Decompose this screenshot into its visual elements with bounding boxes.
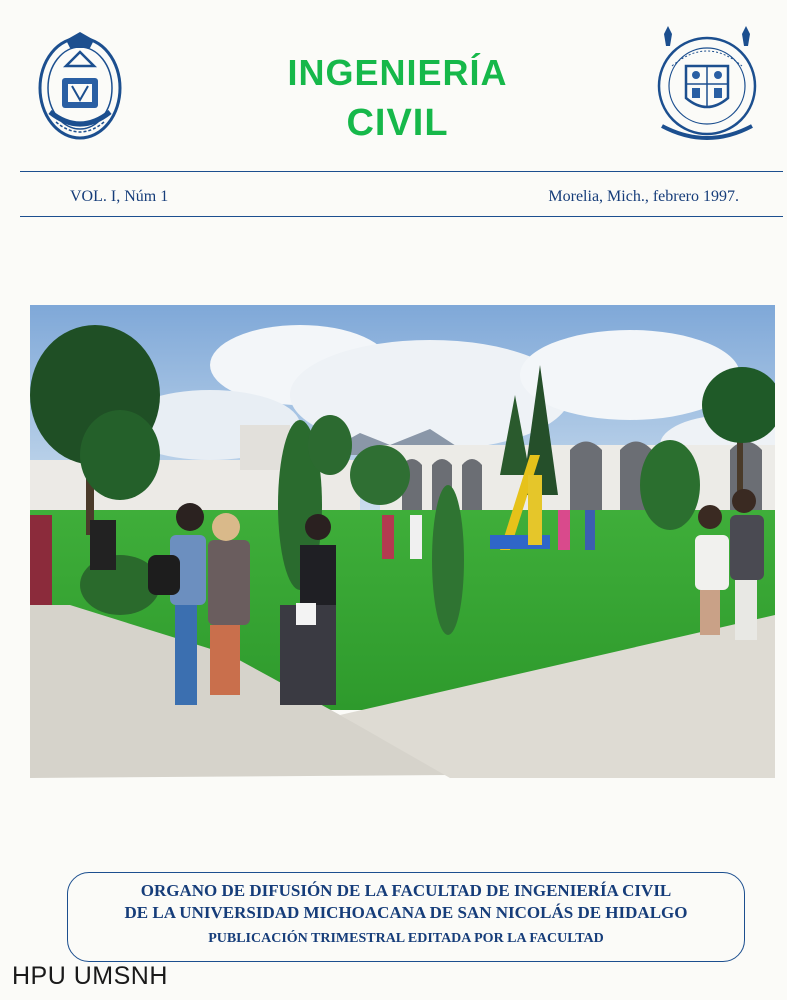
place-date: Morelia, Mich., febrero 1997.: [548, 188, 739, 205]
publication-info-box: [67, 872, 745, 962]
volume-number: VOL. I, Núm 1: [70, 188, 169, 205]
info-line-3: PUBLICACIÓN TRIMESTRAL EDITADA POR LA FACULTAD: [208, 931, 604, 946]
cover-photo: [30, 305, 775, 778]
top-rule: [20, 171, 783, 172]
info-line-2: DE LA UNIVERSIDAD MICHOACANA DE SAN NICOLÁS DE HIDALGO: [124, 903, 688, 922]
title-line-2: CIVIL: [346, 102, 449, 144]
info-line-1: ORGANO DE DIFUSIÓN DE LA FACULTAD DE INGENIERÍA CIVIL: [140, 881, 672, 900]
bottom-rule: [20, 216, 783, 217]
title-line-1: INGENIERÍA: [287, 52, 508, 93]
watermark: HPU UMSNH: [12, 962, 168, 990]
